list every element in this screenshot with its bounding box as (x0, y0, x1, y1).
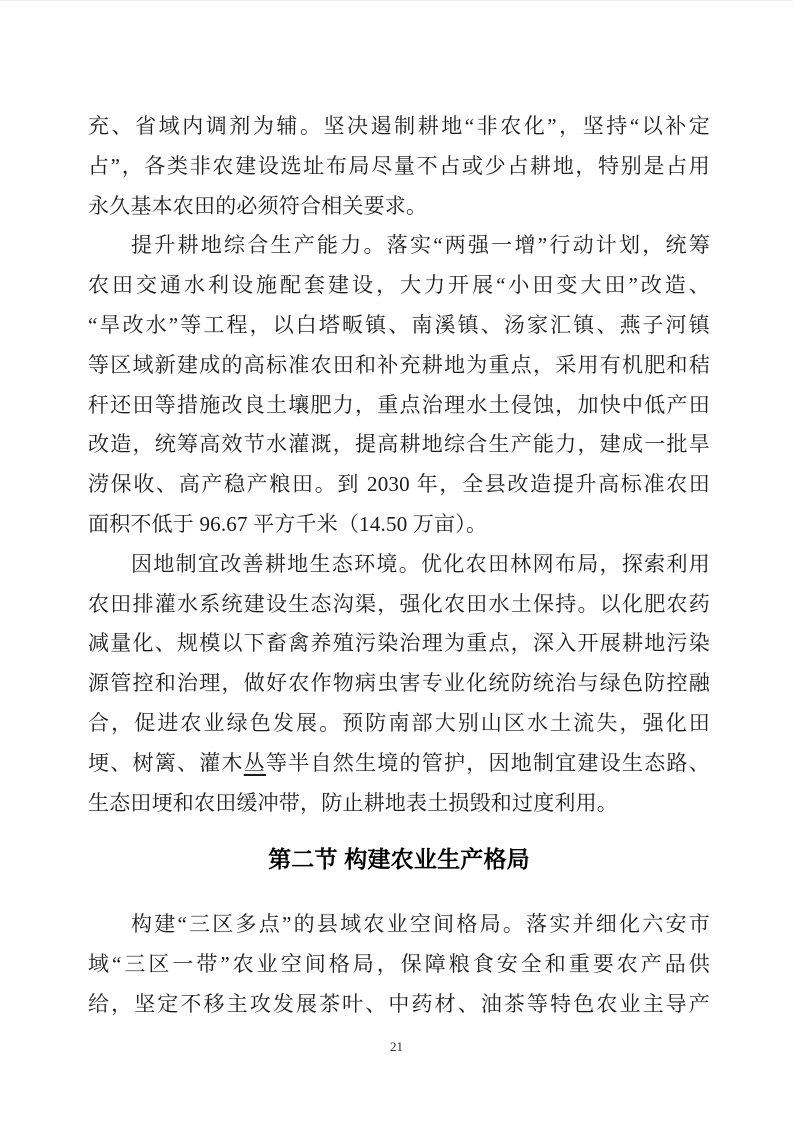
document-content (88, 107, 710, 1025)
text-line: 域“三区一带”农业空间格局，保障粮食安全和重要农产品供 (88, 952, 710, 977)
text-line: 涝保收、高产稳产粮田。到 2030 年，全县改造提升高标准农田 (88, 472, 710, 497)
text-line: “旱改水”等工程，以白塔畈镇、南溪镇、汤家汇镇、燕子河镇 (88, 312, 710, 337)
text-line: 面积不低于 96.67 平方千米（14.50 万亩）。 (88, 511, 488, 536)
text-line: 生态田埂和农田缓冲带，防止耕地表土损毁和过度利用。 (88, 790, 618, 815)
text-line: 改造，统筹高效节水灌溉，提高耕地综合生产能力，建成一批旱 (88, 432, 710, 457)
text-line: 农田排灌水系统建设生态沟渠，强化农田水土保持。以化肥农药 (88, 591, 710, 616)
page-number: 21 (390, 1039, 403, 1054)
text-line: 充、省域内调剂为辅。坚决遏制耕地“非农化”，坚持“以补定 (88, 114, 710, 138)
paragraph (88, 226, 710, 544)
section-heading: 第二节 构建农业生产格局 (268, 846, 530, 873)
text-line: 埂、树篱、灌木丛等半自然生境的管护，因地制宜建设生态路、 (88, 750, 711, 775)
text-line: 构建“三区多点”的县域农业空间格局。落实并细化六安市 (131, 912, 710, 937)
text-line: 占”，各类非农建设选址布局尽量不占或少占耕地，特别是占用 (88, 153, 710, 178)
underlined-char: 丛 (243, 750, 267, 775)
text-line: 秆还田等措施改良土壤肥力，重点治理水土侵蚀，加快中低产田 (88, 392, 710, 417)
text-line: 永久基本农田的必须符合相关要求。 (88, 193, 428, 218)
paragraph (88, 905, 710, 1024)
paragraph (88, 545, 710, 824)
text-line: 合，促进农业绿色发展。预防南部大别山区水土流失，强化田 (88, 710, 710, 735)
text-line: 给，坚定不移主攻发展茶叶、中药材、油茶等特色农业主导产 (88, 991, 710, 1016)
text-line: 因地制宜改善耕地生态环境。优化农田林网布局，探索利用 (131, 551, 710, 576)
text-line: 等区域新建成的高标准农田和补充耕地为重点，采用有机肥和秸 (88, 352, 710, 377)
text-line: 源管控和治理，做好农作物病虫害专业化统防统治与绿色防控融 (88, 671, 710, 696)
paragraph (88, 107, 710, 226)
text-line: 农田交通水利设施配套建设，大力开展“小田变大田”改造、 (88, 273, 710, 298)
text-line: 提升耕地综合生产能力。落实“两强一增”行动计划，统筹 (131, 233, 710, 258)
text-line: 减量化、规模以下畜禽养殖污染治理为重点，深入开展耕地污染 (88, 631, 710, 656)
